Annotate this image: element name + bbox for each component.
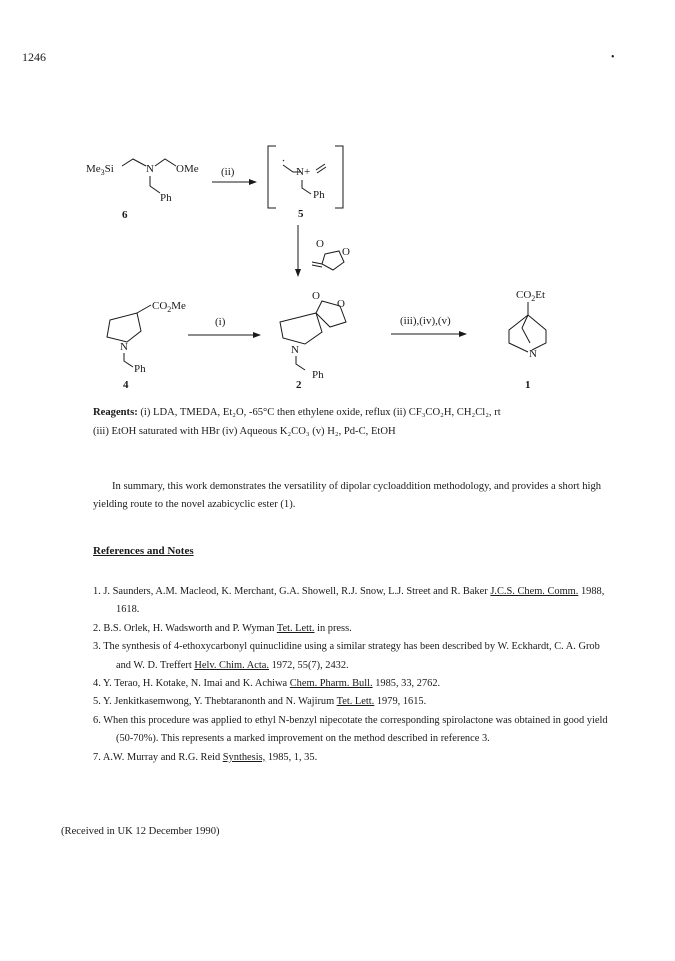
c4-label: 4	[123, 379, 129, 391]
c1-label: 1	[525, 379, 531, 391]
c6-label: 6	[122, 209, 128, 221]
c6-ome: OMe	[176, 163, 199, 175]
c2-o2: O	[337, 298, 345, 310]
c6-n: N	[146, 163, 154, 175]
page-number: 1246	[22, 50, 46, 64]
compound-2	[280, 290, 346, 391]
reference-item: 3. The synthesis of 4-ethoxycarbonyl quinuclidine using a similar strategy has been described by W. Eckhardt, C. A. Grob and W. D. Treffert Helv. Chim. Acta. 1972, 55(7), 2432.	[93, 641, 600, 671]
arrow-i-label: (i)	[215, 316, 226, 328]
c2-label: 2	[296, 379, 302, 391]
c5-n-plus: N+	[296, 166, 311, 178]
summary-paragraph: In summary, this work demonstrates the versatility of dipolar cycloaddition methodology, and provides a short high yielding route to the novel azabicyclic ester (1).	[93, 481, 602, 510]
methylene-lactone	[312, 238, 350, 270]
c6-ph: Ph	[160, 192, 172, 204]
reference-item: 1. J. Saunders, A.M. Macleod, K. Merchant, G.A. Showell, R.J. Snow, L.J. Street and R. Baker J.C.S. Chem. Comm. 1988, 1618.	[93, 586, 605, 616]
c1-co2et: $CO_2Et$	[516, 289, 546, 303]
c2-o1: O	[312, 290, 320, 302]
compound-5	[268, 146, 343, 220]
reference-item: 6. When this procedure was applied to ethyl N-benzyl nipecotate the corresponding spirolactone was obtained in good yield (50-70%). This represents a marked improvement on the method described in reference 3.	[93, 714, 608, 745]
reagents-line-1: (i) LDA, TMEDA, Et₂O, -65°C then ethylene oxide, reflux (ii) CF₃CO₂H, CH₂Cl₂, rt	[140, 407, 501, 418]
reagents-heading: Reagents:	[93, 407, 138, 418]
reagents-caption	[93, 403, 613, 441]
reference-item: 2. B.S. Orlek, H. Wadsworth and P. Wyman Tet. Lett. in press.	[93, 622, 352, 634]
c4-n: N	[120, 341, 128, 353]
compound-4	[107, 300, 186, 391]
c6-me3si: $Me_3Si$	[86, 163, 114, 177]
lactone-o2: O	[342, 246, 350, 258]
c4-ph: Ph	[134, 363, 146, 375]
c5-ph: Ph	[313, 189, 325, 201]
c2-n: N	[291, 344, 299, 356]
arrow-iii-iv-v-label: (iii),(iv),(v)	[400, 315, 451, 327]
reference-item: 4. Y. Terao, H. Kotake, N. Imai and K. Achiwa Chem. Pharm. Bull. 1985, 33, 2762.	[93, 678, 441, 690]
c1-n: N	[529, 348, 537, 360]
compound-1	[509, 289, 546, 391]
references-heading: References and Notes	[93, 545, 194, 557]
reference-item: 7. A.W. Murray and R.G. Reid Synthesis, 1985, 1, 35.	[93, 751, 318, 763]
arrow-ii-label: (ii)	[221, 166, 235, 178]
c5-label: 5	[298, 208, 304, 220]
corner-mark: •	[611, 52, 615, 63]
references-list	[93, 583, 613, 767]
reaction-scheme	[0, 0, 675, 400]
reference-item: 5. Y. Jenkitkasemwong, Y. Thebtaranonth and N. Wajirum Tet. Lett. 1979, 1615.	[93, 696, 427, 708]
compound-6	[86, 159, 199, 221]
received-date: (Received in UK 12 December 1990)	[61, 826, 220, 837]
c2-ph: Ph	[312, 369, 324, 381]
reagents-line-2: (iii) EtOH saturated with HBr (iv) Aqueous K₂CO₃ (v) H₂, Pd-C, EtOH	[93, 426, 396, 437]
c4-co2me: $CO_2Me$	[152, 300, 186, 314]
lactone-o1: O	[316, 238, 324, 250]
